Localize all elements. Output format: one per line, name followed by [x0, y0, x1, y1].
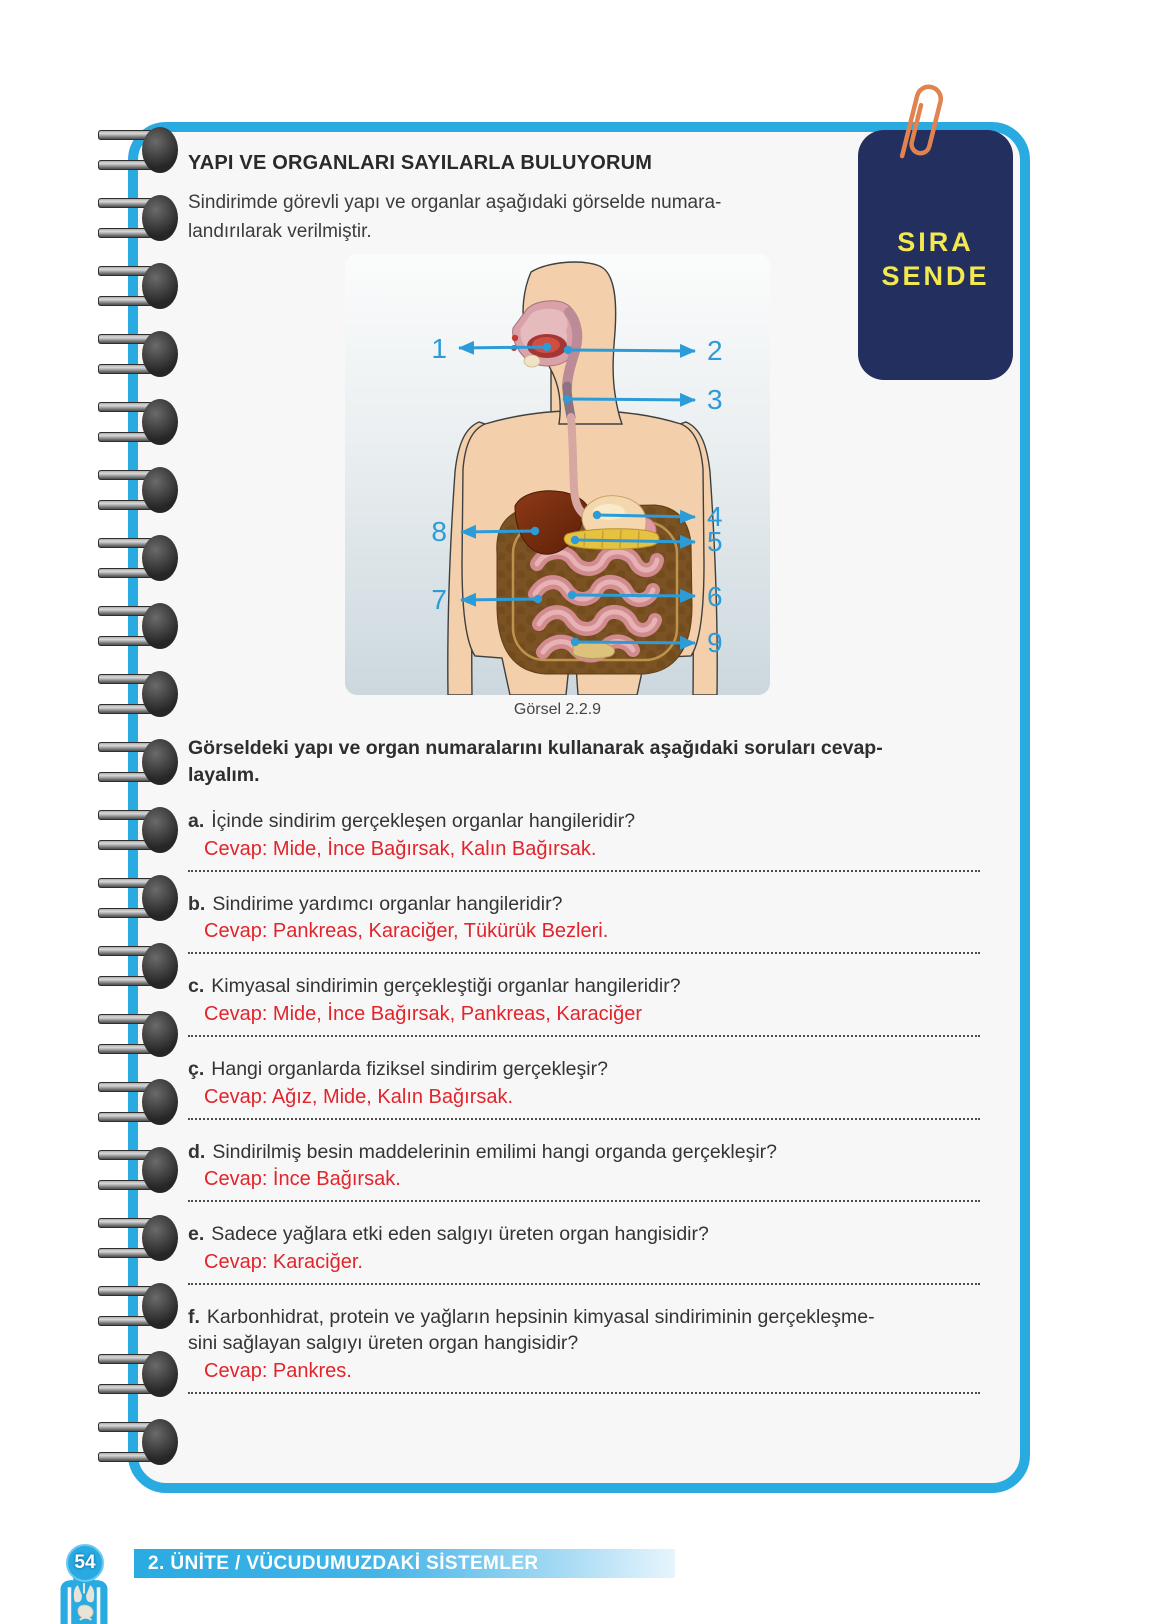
answer-e: Cevap: Karaciğer.	[204, 1251, 363, 1274]
sira-sende-badge	[858, 130, 1013, 380]
answer-line	[188, 864, 980, 872]
lead-line-1: Görseldeki yapı ve organ numaralarını kullanarak aşağıdaki soruları cevap-	[188, 737, 883, 759]
binder-ring	[98, 195, 178, 241]
binder-ring	[98, 263, 178, 309]
answer-b: Cevap: Pankreas, Karaciğer, Tükürük Bezleri.	[204, 920, 609, 943]
intro-line-1: Sindirimde görevli yapı ve organlar aşağıdaki görselde numara-	[188, 192, 722, 213]
figure-label-7: 7	[431, 584, 447, 615]
question-letter: d.	[188, 1140, 206, 1163]
binder-ring	[98, 1283, 178, 1329]
question-text: Hangi organlarda fiziksel sindirim gerçekleşir?	[211, 1058, 608, 1081]
binder-ring	[98, 943, 178, 989]
question-letter: ç.	[188, 1058, 205, 1081]
binder-ring	[98, 1011, 178, 1057]
figure-label-9: 9	[707, 627, 723, 658]
question-letter: a.	[188, 809, 205, 832]
unit-logo-icon	[54, 1575, 114, 1624]
question-c-cedilla	[188, 1057, 980, 1120]
binder-ring	[98, 331, 178, 377]
binder-ring	[98, 671, 178, 717]
binder-ring	[98, 1079, 178, 1125]
answer-d: Cevap: İnce Bağırsak.	[204, 1168, 401, 1191]
answer-line	[188, 1277, 980, 1285]
binder-ring	[98, 1419, 178, 1465]
answer-line	[188, 1194, 980, 1202]
answer-c-cedilla: Cevap: Ağız, Mide, Kalın Bağırsak.	[204, 1085, 514, 1108]
figure-label-3: 3	[707, 384, 723, 415]
question-text: Sindirilmiş besin maddelerinin emilimi hangi organda gerçekleşir?	[212, 1140, 778, 1163]
answer-line	[188, 1112, 980, 1120]
answer-c: Cevap: Mide, İnce Bağırsak, Pankreas, Karaciğer	[204, 1003, 642, 1026]
binder-ring	[98, 875, 178, 921]
question-b	[188, 892, 980, 955]
question-text: Kimyasal sindirimin gerçekleştiği organlar hangileridir?	[211, 975, 681, 998]
binder-ring	[98, 467, 178, 513]
question-text: Sindirime yardımcı organlar hangileridir?	[212, 892, 563, 915]
question-d	[188, 1140, 980, 1203]
question-text-line-2: sini sağlayan salgıyı üreten organ hangisidir?	[188, 1331, 579, 1354]
figure-caption: Görsel 2.2.9	[513, 701, 602, 718]
binder-ring	[98, 739, 178, 785]
binder-ring	[98, 1351, 178, 1397]
binder-ring	[98, 535, 178, 581]
question-c	[188, 974, 980, 1037]
question-text: İçinde sindirim gerçekleşen organlar hangileridir?	[211, 809, 636, 832]
figure-label-6: 6	[707, 581, 723, 612]
intro-line-2: landırılarak verilmiştir.	[188, 220, 372, 242]
answer-line	[188, 946, 980, 954]
binder-ring	[98, 1215, 178, 1261]
figure-label-1: 1	[431, 333, 447, 364]
answer-f: Cevap: Pankres.	[204, 1359, 352, 1382]
figure-label-2: 2	[707, 335, 723, 366]
answer-a: Cevap: Mide, İnce Bağırsak, Kalın Bağırsak.	[204, 837, 597, 860]
question-letter: f.	[188, 1306, 200, 1329]
answer-line	[188, 1029, 980, 1037]
figure-label-4: 4	[707, 501, 723, 532]
answer-line	[188, 1386, 980, 1394]
badge-line-1: SIRA	[897, 227, 974, 257]
binder-ring	[98, 399, 178, 445]
binder-ring	[98, 1147, 178, 1193]
binder-ring	[98, 603, 178, 649]
lead-text	[188, 735, 980, 789]
question-text: Sadece yağlara etki eden salgıyı üreten organ hangisidir?	[211, 1223, 709, 1246]
question-e	[188, 1222, 980, 1285]
question-a	[188, 809, 980, 872]
binder-ring	[98, 127, 178, 173]
question-text: Karbonhidrat, protein ve yağların hepsinin kimyasal sindiriminin gerçekleşme-	[206, 1306, 875, 1329]
question-letter: c.	[188, 975, 205, 998]
question-letter: b.	[188, 892, 206, 915]
badge-line-2: SENDE	[881, 260, 990, 291]
binder-ring	[98, 807, 178, 853]
lead-line-2: layalım.	[188, 763, 260, 786]
question-f	[188, 1305, 980, 1393]
human-body-illustration	[345, 254, 770, 695]
figure-label-8: 8	[431, 516, 447, 547]
page-number-badge: 54	[66, 1544, 104, 1582]
question-letter: e.	[188, 1223, 205, 1246]
unit-footer-bar: 2. ÜNİTE / VÜCUDUMUZDAKİ SİSTEMLER	[134, 1549, 675, 1578]
digestive-system-figure	[345, 254, 770, 695]
section-title: YAPI VE ORGANLARI SAYILARLA BULUYORUM	[188, 152, 653, 174]
figure-label-5: 5	[707, 526, 723, 557]
